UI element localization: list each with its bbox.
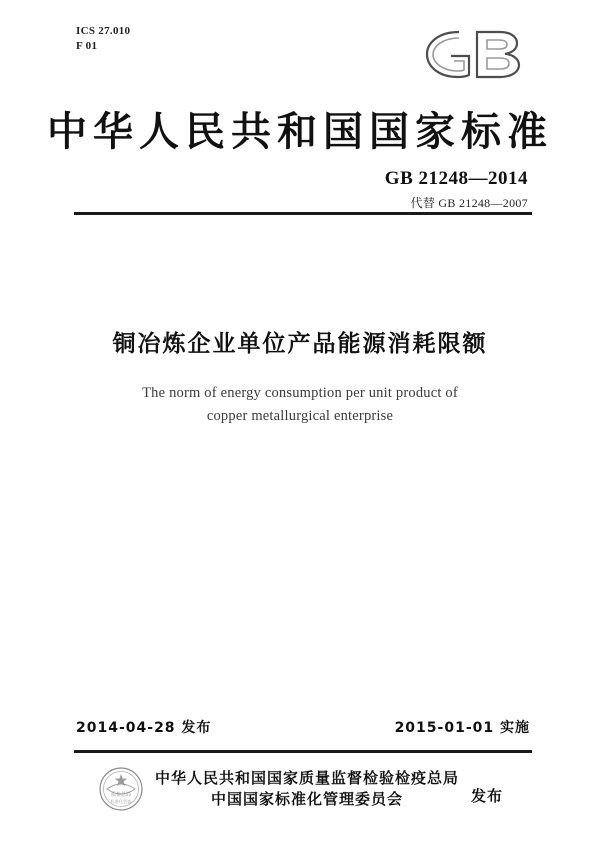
- date-row: [76, 717, 530, 737]
- aqsiq-emblem-icon: [97, 765, 145, 813]
- ics-code: ICS 27.010: [76, 25, 131, 37]
- document-title-english: [0, 382, 600, 428]
- footer-issuer: [0, 759, 600, 819]
- document-title-chinese: 铜冶炼企业单位产品能源消耗限额: [112, 331, 488, 357]
- issuer-line-1: 中华人民共和国国家质量监督检验检疫总局: [154, 769, 459, 787]
- issue-word: 发布: [471, 787, 504, 805]
- issuer-names: [155, 768, 459, 810]
- divider-bottom: [74, 750, 532, 753]
- standard-number: GB 21248—2014: [384, 168, 528, 189]
- national-standard-title: 中华人民共和国国家标准: [47, 109, 553, 155]
- gb-logo-icon: [407, 18, 532, 90]
- effective-date: 2015-01-01 实施: [394, 720, 530, 736]
- classification-code: F 01: [76, 40, 98, 52]
- svg-text:标准化管委: 标准化管委: [110, 799, 132, 804]
- divider-top: [74, 212, 532, 215]
- standard-number-block: [385, 168, 528, 211]
- issue-date: 2014-04-28 发布: [76, 720, 212, 736]
- document-title-english-line1: The norm of energy consumption per unit product of: [142, 385, 458, 401]
- ics-classification-block: [76, 24, 130, 54]
- issuer-wrap: [155, 768, 503, 810]
- standard-replaces: 代替 GB 21248—2007: [410, 196, 528, 210]
- svg-text:质检总局: 质检总局: [110, 792, 131, 798]
- issuer-line-2: 中国国家标准化管理委员会: [210, 790, 403, 808]
- document-title-english-line2: copper metallurgical enterprise: [206, 408, 394, 424]
